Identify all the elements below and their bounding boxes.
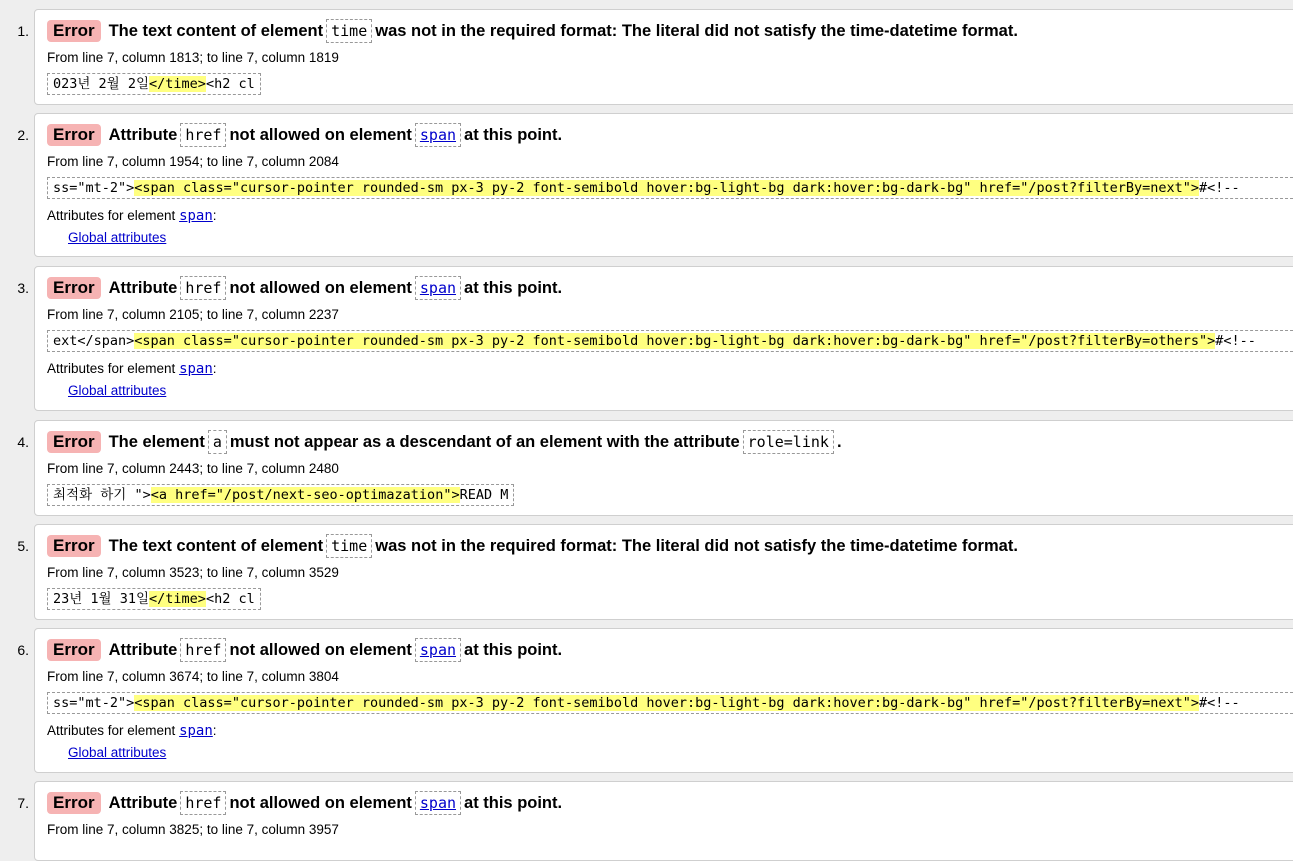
message-text: not allowed on element — [229, 640, 412, 659]
attributes-colon: : — [212, 208, 217, 223]
message-heading — [47, 533, 1018, 559]
location-text: From line 7, column 3674; to line 7, column 3804 — [47, 669, 339, 684]
message-heading — [47, 790, 562, 816]
extract-before: ss="mt-2"> — [53, 180, 135, 196]
message-text: Attribute — [108, 278, 178, 297]
source-extract — [47, 177, 1293, 199]
code-element — [415, 638, 461, 662]
code-attribute: href — [180, 123, 226, 147]
validation-message — [34, 524, 1293, 620]
message-heading — [47, 429, 842, 455]
error-badge: Error — [47, 535, 101, 557]
message-heading — [47, 122, 562, 148]
message-text: The element — [108, 432, 205, 451]
message-heading — [47, 18, 1018, 44]
message-text: Attribute — [108, 640, 178, 659]
element-spec-link[interactable]: span — [419, 279, 457, 297]
attributes-label: Attributes for element — [47, 361, 176, 376]
source-extract — [47, 692, 1293, 714]
code-element: a — [208, 430, 227, 454]
message-text: Attribute — [108, 125, 178, 144]
extract-after: #<!-- — [1199, 695, 1240, 711]
error-badge: Error — [47, 277, 101, 299]
element-spec-link[interactable]: span — [179, 208, 213, 224]
message-number: 2. — [17, 127, 29, 143]
element-spec-link[interactable]: span — [419, 126, 457, 144]
extract-highlight: <span class="cursor-pointer rounded-sm px-3 py-2 font-semibold hover:bg-light-bg dark:hover:bg-dark-bg" href="/post?filterBy=next"> — [134, 180, 1200, 196]
location-text: From line 7, column 2105; to line 7, column 2237 — [47, 307, 339, 322]
message-text: must not appear as a descendant of an element with the attribute — [229, 432, 740, 451]
source-extract — [47, 73, 261, 95]
message-text: The text content of element — [108, 21, 324, 40]
code-attribute: role=link — [743, 430, 834, 454]
extract-after: READ M — [459, 487, 509, 503]
message-heading — [47, 637, 562, 663]
message-text: not allowed on element — [229, 793, 412, 812]
element-spec-link[interactable]: span — [419, 794, 457, 812]
message-number: 5. — [17, 538, 29, 554]
code-attribute: href — [180, 276, 226, 300]
message-text: was not in the required format: The literal did not satisfy the time-datetime format. — [375, 536, 1018, 555]
error-badge: Error — [47, 639, 101, 661]
validation-message — [34, 781, 1293, 861]
extract-before: ext</span> — [53, 333, 135, 349]
attributes-label: Attributes for element — [47, 208, 176, 223]
message-text: at this point. — [464, 793, 563, 812]
location-text: From line 7, column 1813; to line 7, column 1819 — [47, 50, 339, 65]
message-text: at this point. — [464, 125, 563, 144]
extract-highlight: </time> — [149, 76, 206, 92]
global-attributes-link[interactable]: Global attributes — [68, 745, 167, 760]
error-badge: Error — [47, 124, 101, 146]
attributes-for-element — [47, 723, 217, 739]
validation-message — [34, 113, 1293, 257]
code-element — [415, 276, 461, 300]
code-element: time — [326, 534, 372, 558]
message-text: not allowed on element — [229, 278, 412, 297]
extract-after: <h2 cl — [205, 76, 255, 92]
extract-before: 023년 2월 2일 — [53, 76, 150, 92]
global-attributes-link[interactable]: Global attributes — [68, 230, 167, 245]
code-attribute: href — [180, 638, 226, 662]
location-text: From line 7, column 2443; to line 7, column 2480 — [47, 461, 339, 476]
extract-before: ss="mt-2"> — [53, 695, 135, 711]
error-badge: Error — [47, 20, 101, 42]
message-number: 7. — [17, 795, 29, 811]
location-text: From line 7, column 3825; to line 7, column 3957 — [47, 822, 339, 837]
extract-before: 최적화 하기 "> — [53, 487, 151, 503]
message-text: The text content of element — [108, 536, 324, 555]
element-spec-link[interactable]: span — [179, 361, 213, 377]
message-number: 3. — [17, 280, 29, 296]
element-spec-link[interactable]: span — [179, 723, 213, 739]
error-badge: Error — [47, 792, 101, 814]
source-extract — [47, 330, 1293, 352]
message-number: 1. — [17, 23, 29, 39]
attributes-for-element — [47, 361, 217, 377]
message-text: was not in the required format: The literal did not satisfy the time-datetime format. — [375, 21, 1018, 40]
message-text: Attribute — [108, 793, 178, 812]
attributes-colon: : — [212, 723, 217, 738]
extract-after: #<!-- — [1215, 333, 1256, 349]
element-spec-link[interactable]: span — [419, 641, 457, 659]
code-element — [415, 123, 461, 147]
extract-highlight: <a href="/post/next-seo-optimazation"> — [150, 487, 460, 503]
validation-message — [34, 628, 1293, 773]
message-text: not allowed on element — [229, 125, 412, 144]
message-text: . — [836, 432, 842, 451]
validation-message — [34, 266, 1293, 411]
source-extract — [47, 588, 261, 610]
extract-after: <h2 cl — [205, 591, 255, 607]
extract-highlight: <span class="cursor-pointer rounded-sm px-3 py-2 font-semibold hover:bg-light-bg dark:hover:bg-dark-bg" href="/post?filterBy=next"> — [134, 695, 1200, 711]
extract-after: #<!-- — [1199, 180, 1240, 196]
message-text: at this point. — [464, 640, 563, 659]
extract-highlight: <span class="cursor-pointer rounded-sm px-3 py-2 font-semibold hover:bg-light-bg dark:hover:bg-dark-bg" href="/post?filterBy=others"> — [134, 333, 1216, 349]
error-badge: Error — [47, 431, 101, 453]
code-attribute: href — [180, 791, 226, 815]
message-number: 4. — [17, 434, 29, 450]
code-element — [415, 791, 461, 815]
validation-message — [34, 9, 1293, 105]
location-text: From line 7, column 3523; to line 7, column 3529 — [47, 565, 339, 580]
extract-before: 23년 1월 31일 — [53, 591, 150, 607]
message-heading — [47, 275, 562, 301]
attributes-for-element — [47, 208, 217, 224]
global-attributes-link[interactable]: Global attributes — [68, 383, 167, 398]
code-element: time — [326, 19, 372, 43]
source-extract — [47, 484, 514, 506]
attributes-colon: : — [212, 361, 217, 376]
validation-message — [34, 420, 1293, 516]
location-text: From line 7, column 1954; to line 7, column 2084 — [47, 154, 339, 169]
message-text: at this point. — [464, 278, 563, 297]
attributes-label: Attributes for element — [47, 723, 176, 738]
extract-highlight: </time> — [149, 591, 206, 607]
message-number: 6. — [17, 642, 29, 658]
